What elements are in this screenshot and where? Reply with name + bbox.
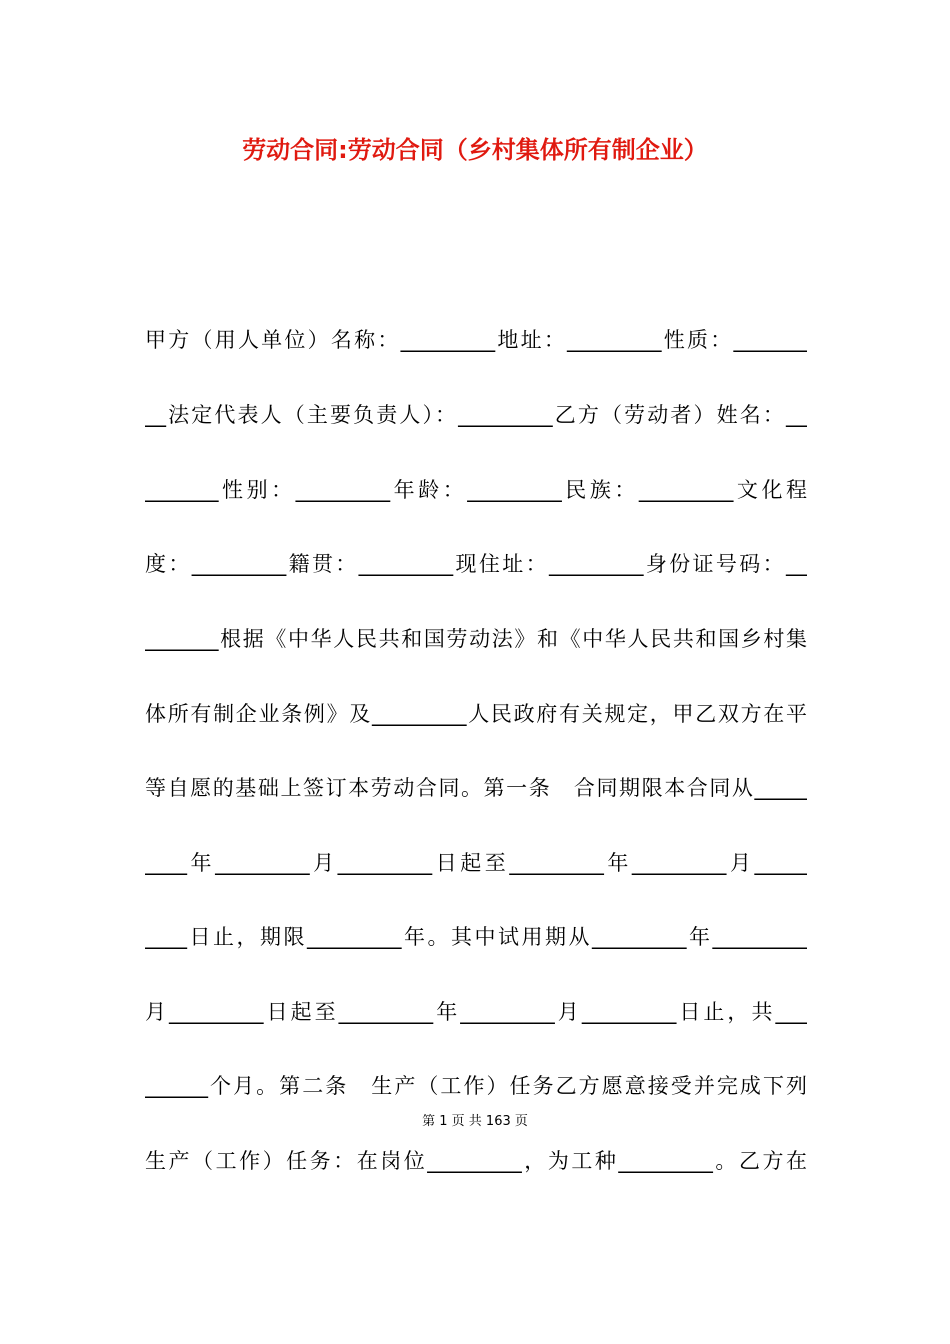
body-line: 等自愿的基础上签订本劳动合同。第一条 合同期限本合同从_____ bbox=[145, 776, 807, 800]
body-line: 甲方（用人单位）名称：_________地址：_________性质：_______ bbox=[145, 328, 807, 352]
body-line: ______个月。第二条 生产（工作）任务乙方愿意接受并完成下列 bbox=[145, 1074, 807, 1098]
body-line: __法定代表人（主要负责人）：_________乙方（劳动者）姓名：__ bbox=[145, 403, 807, 427]
document-title: 劳动合同:劳动合同（乡村集体所有制企业） bbox=[242, 136, 708, 164]
body-line: 月_________日起至_________年_________月_________日止，共___ bbox=[145, 1000, 807, 1024]
body-line: ____年_________月_________日起至_________年_________月_____ bbox=[145, 851, 807, 875]
body-line: _______性别：_________年龄：_________民族：_________文化程 bbox=[145, 478, 807, 502]
body-line: ____日止，期限_________年。其中试用期从_________年_________ bbox=[145, 925, 807, 949]
body-line: 度：_________籍贯：_________现住址：_________身份证号码：__ bbox=[145, 552, 807, 576]
body-line: 体所有制企业条例》及_________人民政府有关规定，甲乙双方在平 bbox=[145, 702, 807, 726]
body-line: _______根据《中华人民共和国劳动法》和《中华人民共和国乡村集 bbox=[145, 627, 807, 651]
page-footer: 第 1 页 共 163 页 bbox=[422, 1114, 528, 1129]
body-line: 生产（工作）任务：在岗位_________，为工种_________。乙方在 bbox=[145, 1149, 807, 1173]
